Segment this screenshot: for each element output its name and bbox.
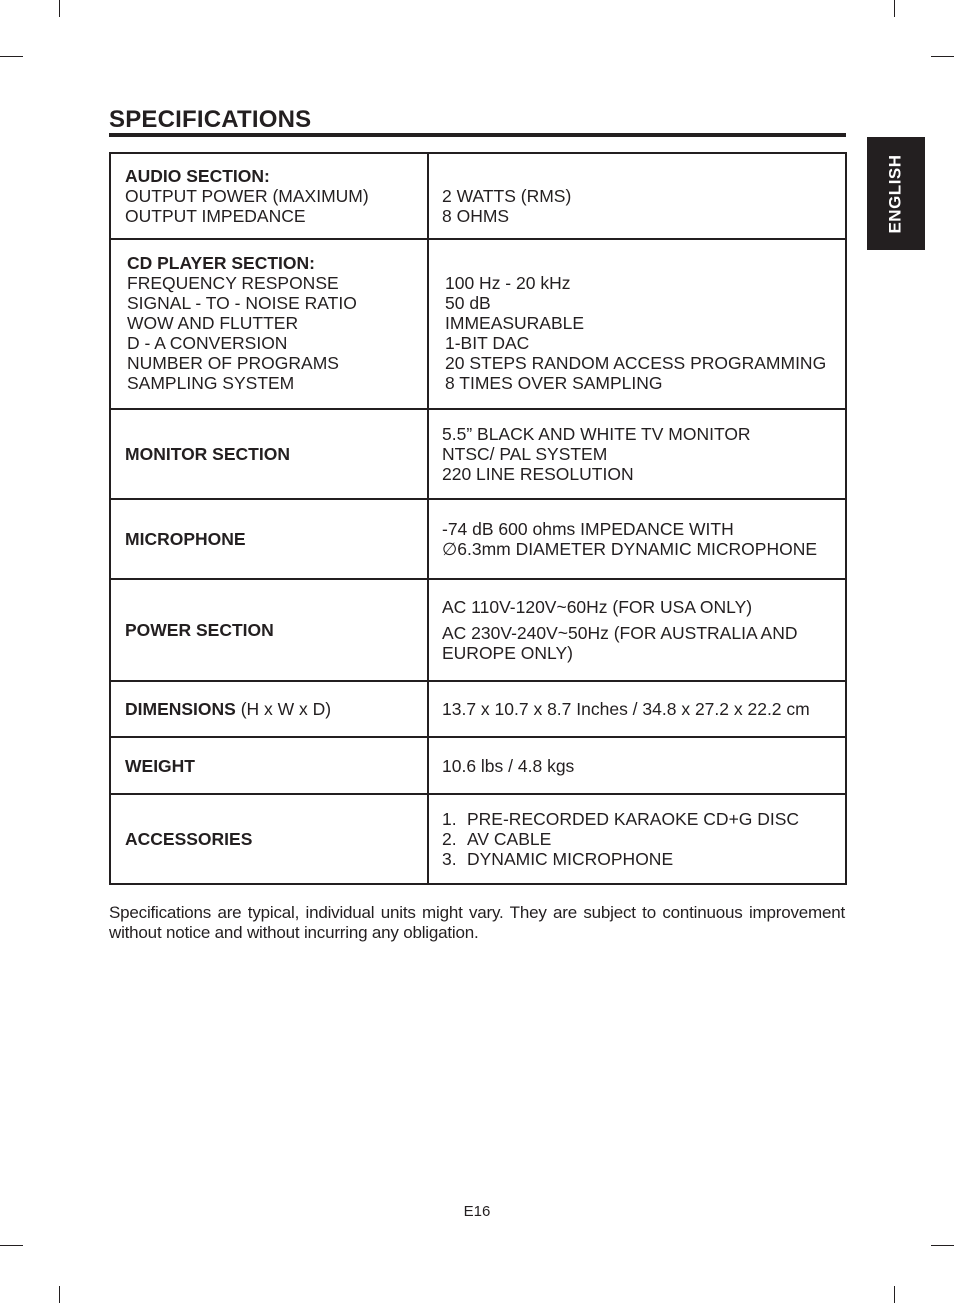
list-item <box>442 829 845 849</box>
monitor-values <box>428 409 846 499</box>
cd-player-labels <box>110 239 428 409</box>
monitor-value: 220 LINE RESOLUTION <box>442 464 634 484</box>
table-row-monitor <box>110 409 846 499</box>
cd-player-label: FREQUENCY RESPONSE <box>127 273 339 293</box>
cd-player-value: 8 TIMES OVER SAMPLING <box>445 373 663 393</box>
audio-label: OUTPUT IMPEDANCE <box>125 206 306 226</box>
cd-player-values <box>428 239 846 409</box>
weight-value: 10.6 lbs / 4.8 kgs <box>428 737 846 794</box>
cd-player-value: 1-BIT DAC <box>445 333 530 353</box>
crop-mark <box>59 1286 60 1303</box>
audio-value: 2 WATTS (RMS) <box>442 186 572 206</box>
list-item-number: 1. <box>442 809 457 829</box>
list-item-text: AV CABLE <box>467 829 552 849</box>
monitor-label: MONITOR SECTION <box>110 409 428 499</box>
table-row-microphone <box>110 499 846 579</box>
specifications-note: Specifications are typical, individual units might vary. They are subject to continuous improvement without notice and without incurring any obligation. <box>109 903 845 942</box>
page-number: E16 <box>463 1203 491 1220</box>
cd-player-label: D - A CONVERSION <box>127 333 288 353</box>
cd-player-label: SAMPLING SYSTEM <box>127 373 295 393</box>
cd-player-label: NUMBER OF PROGRAMS <box>127 353 339 373</box>
monitor-value: NTSC/ PAL SYSTEM <box>442 444 608 464</box>
crop-mark <box>894 1286 895 1303</box>
audio-labels <box>110 153 428 239</box>
diameter-icon: ∅ <box>442 539 458 559</box>
microphone-value-line <box>442 539 845 559</box>
dimensions-label-cell <box>110 681 428 737</box>
power-value: EUROPE ONLY) <box>442 643 573 663</box>
table-row-weight <box>110 737 846 794</box>
monitor-value: 5.5” BLACK AND WHITE TV MONITOR <box>442 424 751 444</box>
audio-value: 8 OHMS <box>442 206 510 226</box>
table-row-accessories <box>110 794 846 884</box>
power-values <box>428 579 846 681</box>
cd-player-label: WOW AND FLUTTER <box>127 313 299 333</box>
microphone-values <box>428 499 846 579</box>
list-item-text: PRE-RECORDED KARAOKE CD+G DISC <box>467 809 800 829</box>
cd-player-value: 100 Hz - 20 kHz <box>445 273 571 293</box>
list-item-number: 2. <box>442 829 457 849</box>
microphone-value: -74 dB 600 ohms IMPEDANCE WITH <box>442 519 734 539</box>
audio-label: OUTPUT POWER (MAXIMUM) <box>125 186 369 206</box>
language-tab <box>867 137 925 250</box>
cd-player-heading: CD PLAYER SECTION: <box>127 253 315 273</box>
microphone-value: 6.3mm DIAMETER DYNAMIC MICROPHONE <box>457 539 817 559</box>
power-value: AC 110V-120V~60Hz (FOR USA ONLY) <box>442 597 753 617</box>
cd-player-label: SIGNAL - TO - NOISE RATIO <box>127 293 357 313</box>
dimensions-label: DIMENSIONS <box>125 699 236 719</box>
power-value: AC 230V-240V~50Hz (FOR AUSTRALIA AND <box>442 623 798 643</box>
list-item-text: DYNAMIC MICROPHONE <box>467 849 674 869</box>
audio-heading: AUDIO SECTION: <box>125 166 270 186</box>
table-row-dimensions <box>110 681 846 737</box>
list-item-number: 3. <box>442 849 457 869</box>
table-row-cd-player <box>110 239 846 409</box>
crop-mark <box>894 0 895 17</box>
language-tab-label: ENGLISH <box>886 153 905 234</box>
crop-mark <box>931 56 954 57</box>
audio-values <box>428 153 846 239</box>
cd-player-value: IMMEASURABLE <box>445 313 585 333</box>
accessories-values <box>428 794 846 884</box>
power-label: POWER SECTION <box>110 579 428 681</box>
list-item <box>442 849 845 869</box>
crop-mark <box>59 0 60 17</box>
accessories-label: ACCESSORIES <box>110 794 428 884</box>
crop-mark <box>0 1245 23 1246</box>
dimensions-value: 13.7 x 10.7 x 8.7 Inches / 34.8 x 27.2 x 22.2 cm <box>428 681 846 737</box>
weight-label: WEIGHT <box>110 737 428 794</box>
list-item <box>442 809 845 829</box>
title-rule <box>109 133 846 137</box>
page-title: SPECIFICATIONS <box>109 106 312 133</box>
crop-mark <box>0 56 23 57</box>
table-row-audio <box>110 153 846 239</box>
table-row-power <box>110 579 846 681</box>
cd-player-value: 50 dB <box>445 293 491 313</box>
microphone-label: MICROPHONE <box>110 499 428 579</box>
specifications-table <box>109 152 847 885</box>
crop-mark <box>931 1245 954 1246</box>
cd-player-value: 20 STEPS RANDOM ACCESS PROGRAMMING <box>445 353 827 373</box>
dimensions-label-suffix: (H x W x D) <box>235 699 332 719</box>
